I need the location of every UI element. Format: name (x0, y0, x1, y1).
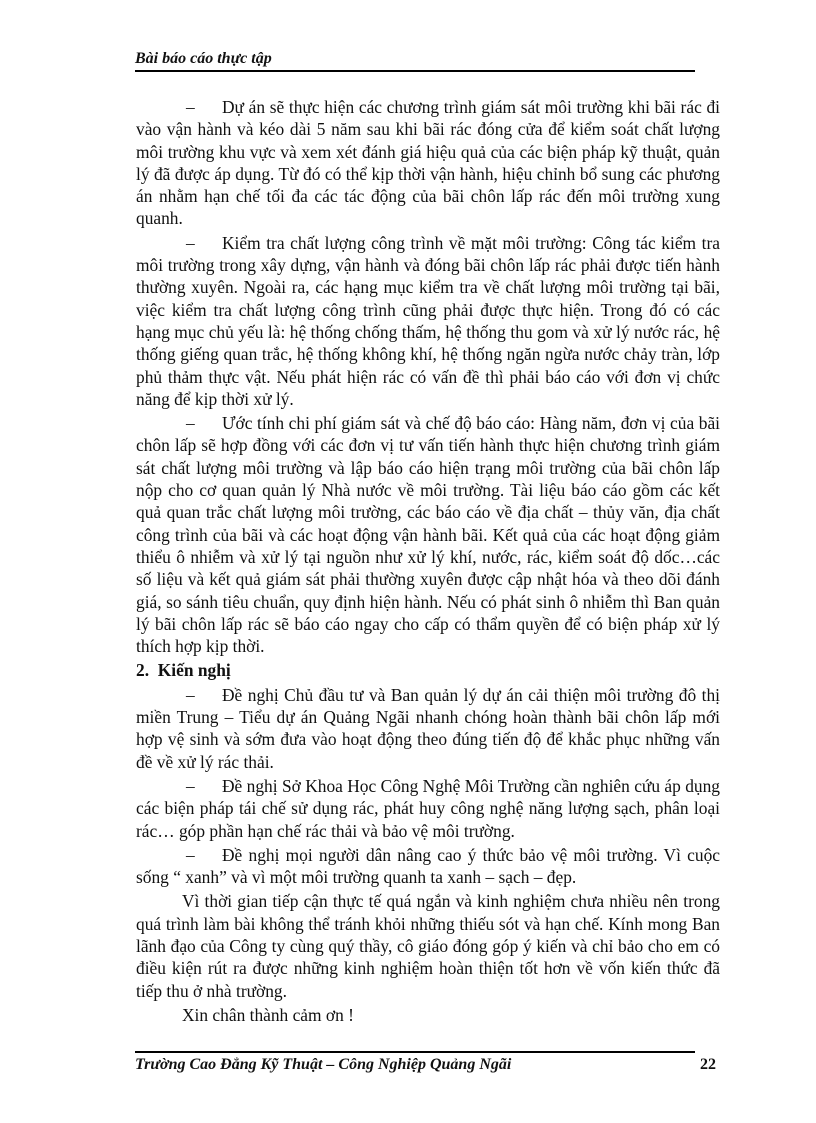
bullet-dash: – (186, 844, 195, 865)
footer-school-name: Trường Cao Đẳng Kỹ Thuật – Công Nghiệp Quảng Ngãi (135, 1056, 512, 1073)
recommendation-item: – Đề nghị mọi người dân nâng cao ý thức bảo vệ môi trường. Vì cuộc sống “ xanh” và vì một môi trường quanh ta xanh – sạch – đẹp. (136, 844, 720, 888)
thanks-line: Xin chân thành cảm ơn ! (182, 1004, 354, 1025)
bullet-dash: – (186, 413, 195, 434)
page-number: 22 (700, 1056, 716, 1073)
paragraph-monitoring: – Dự án sẽ thực hiện các chương trình giám sát môi trường khi bãi rác đi vào vận hành và kéo dài 5 năm sau khi bãi rác đóng cửa để kiểm soát chất lượng môi trường khu vực và xem xét đánh giá hiệu quả của các biện pháp kỹ thuật, quản lý đã được áp dụng. Từ đó có thể kịp thời vận hành, hiệu chỉnh bổ sung các phương án nhằm hạn chế tối đa các tác động của bãi chôn lấp rác đến môi trường xung quanh. (136, 97, 720, 229)
closing-paragraph: Vì thời gian tiếp cận thực tế quá ngắn và kinh nghiệm chưa nhiều nên trong quá trình làm bài không thể tránh khỏi những thiếu sót và hạn chế. Kính mong Ban lãnh đạo của Công ty cùng quý thầy, cô giáo đóng góp ý kiến và chỉ bảo cho em có điều kiện rút ra được những kinh nghiệm hoàn thiện tốt hơn về vốn kiến thức đã tiếp thu ở nhà trường. (136, 891, 720, 1001)
footer-divider (135, 1051, 695, 1053)
bullet-dash: – (186, 684, 195, 705)
paragraph-quality-check: – Kiểm tra chất lượng công trình về mặt môi trường: Công tác kiểm tra môi trường trong xây dựng, vận hành và đóng bãi chôn lấp rác phải được tiến hành thường xuyên. Ngoài ra, các hạng mục kiểm tra về chất lượng môi trường tại bãi, việc kiểm tra chất lượng công trình cũng phải được thực hiện. Trong đó có các hạng mục chủ yếu là: hệ thống chống thấm, hệ thống thu gom và xử lý nước rác, hệ thống giếng quan trắc, hệ thống không khí, hệ thống ngăn ngừa nước chảy tràn, lớp phủ thảm thực vật. Nếu phát hiện rác có vấn đề thì phải báo cáo với đơn vị chức năng để kịp thời xử lý. (136, 232, 720, 409)
recommendation-item: – Đề nghị Chủ đầu tư và Ban quản lý dự án cải thiện môi trường đô thị miền Trung – Tiểu dự án Quảng Ngãi nhanh chóng hoàn thành bãi chôn lấp mới hợp vệ sinh và sớm đưa vào hoạt động theo đúng tiến độ để khắc phục những vấn đề về xử lý rác thải. (136, 684, 720, 772)
page-header: Bài báo cáo thực tập (135, 50, 695, 72)
section-heading: 2. Kiến nghị (136, 660, 231, 681)
bullet-dash: – (186, 97, 195, 117)
bullet-dash: – (186, 232, 195, 253)
bullet-dash: – (186, 775, 195, 796)
document-body (136, 96, 720, 1028)
paragraph-cost-reporting: – Ước tính chi phí giám sát và chế độ báo cáo: Hàng năm, đơn vị của bãi chôn lấp sẽ hợp đồng với các đơn vị tư vấn tiến hành thực hiện chương trình giám sát chất lượng môi trường và lập báo cáo hiện trạng môi trường của bãi chôn lấp nộp cho cơ quan quản lý Nhà nước về môi trường. Tài liệu báo cáo gồm các kết quả quan trắc chất lượng môi trường, các báo cáo về địa chất – thủy văn, địa chất công trình của bãi và các hoạt động vận hành bãi. Kết quả của các hoạt động giảm thiểu ô nhiễm và xử lý tại nguồn như xử lý khí, nước, rác, kiểm soát độ dốc…các số liệu và kết quả giám sát phải thường xuyên được cập nhật hóa và theo dõi đánh giá, so sánh tiêu chuẩn, quy định hiện hành. Nếu có phát sinh ô nhiễm thì Ban quản lý bãi chôn lấp rác sẽ báo cáo ngay cho cấp có thẩm quyền để có biện pháp xử lý thích hợp kịp thời. (136, 413, 720, 657)
recommendation-item: – Đề nghị Sở Khoa Học Công Nghệ Môi Trường cần nghiên cứu áp dụng các biện pháp tái chế sử dụng rác, phát huy công nghệ năng lượng sạch, phân loại rác… góp phần hạn chế rác thải và bảo vệ môi trường. (136, 775, 720, 841)
